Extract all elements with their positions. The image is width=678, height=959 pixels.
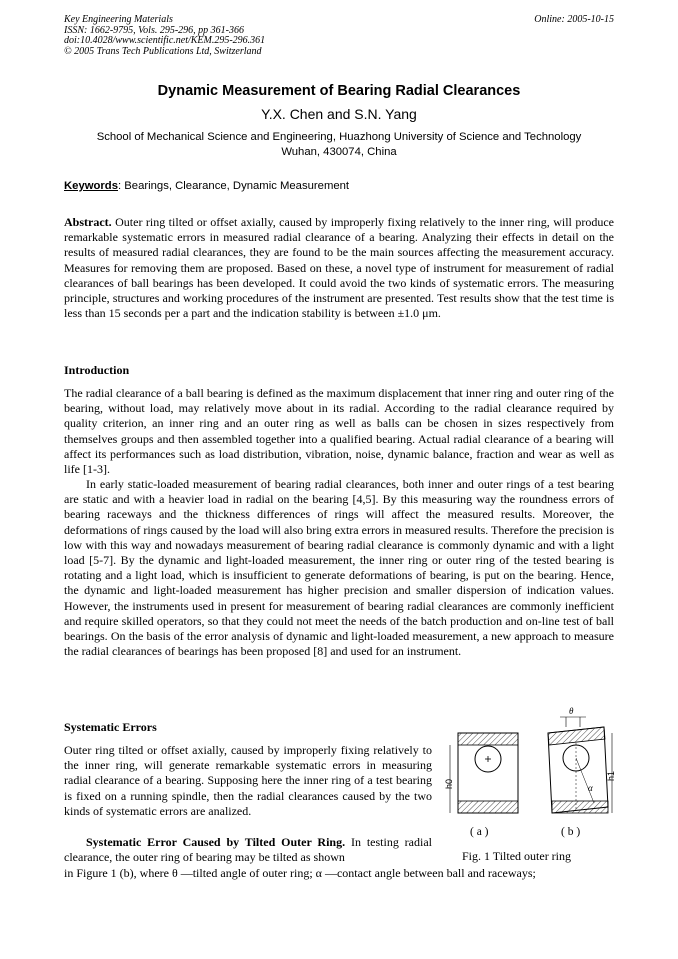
abstract — [64, 215, 614, 321]
affiliation-line-2: Wuhan, 430074, China — [281, 146, 397, 158]
introduction-heading: Introduction — [64, 363, 130, 377]
affiliation — [64, 130, 614, 160]
keywords — [64, 180, 614, 192]
figure-1 — [446, 703, 618, 863]
theta-label: θ — [569, 706, 574, 716]
tilted-ring-subheading: Systematic Error Caused by Tilted Outer Ring. — [86, 835, 346, 849]
affiliation-line-1: School of Mechanical Science and Engineering, Huazhong University of Science and Technology — [96, 131, 582, 143]
systematic-paragraph-2 — [64, 835, 432, 865]
tilted-ring-text: In testing radial clearance, the outer ring of bearing may be tilted as shown — [64, 835, 432, 865]
h1-label: h1 — [606, 770, 616, 781]
systematic-paragraph-2-continued: in Figure 1 (b), where θ —tilted angle of outer ring; α —contact angle between ball and raceways; — [64, 866, 536, 880]
systematic-paragraph-1: Outer ring tilted or offset axially, caused by improperly fixing relatively to the inner ring, will generate remarkable systematic errors in measuring radial clearance of a bearing. Supposing here the inner ring of a test bearing is fixed on a running spindle, then the radial clearances caused by the two kinds of systematic errors are analized. — [64, 743, 432, 818]
inner-ring-bottom-b — [552, 801, 608, 813]
intro-paragraph-2: In early static-loaded measurement of bearing radial clearances, both inner and outer rings of a test bearing are static and with a heavier load in radial on the bearing [4,5]. By this measuring way the roundness errors of bearing raceways and the thickness differences of rings will affect the measured results. Moreover, the deformations of rings caused by the load will also bring extra errors in measured results. Therefore the precision is low with this way and nowadays measurement of bearing radial clearance is commonly dynamic and with a light load [5-7]. By the dynamic and light-loaded measurement, the inner ring or outer ring of the tested bearing is rotating and a light load, which is insufficient to generate deformations of bearing, is put on the bearing. Hence, the dynamic and light-loaded measurement has higher precision and smaller dispersion of indication values. However, the instruments used in present for measurement of bearing radial clearances are commonly inefficient and require skilled operators, so that they could not meet the needs of the batch production and on-line test of ball bearings. On the basis of the error analysis of dynamic and light-loaded measurement, a new approach to measure the radial clearances of bearings has been proposed [8] and used for an instrument. — [64, 477, 614, 659]
abstract-text: Outer ring tilted or offset axially, caused by improperly fixing relatively to the inner ring, will produce remarkable systematic errors in measured radial clearance of a bearing. Analyzing their effects in detail on the results of measured radial clearances, they are found to be the main sources affecting the measurement accuracy. Measures for removing them are proposed. Based on these, a novel type of instrument for measurement of radial clearances of ball bearings has been developed. It could avoid the two kinds of systematic errors. The measuring principle, structures and working procedures of the instrument are presented. Test results show that the test time is less than 15 seconds per a part and the indication stability is between ±1.0 μm. — [64, 215, 614, 321]
doi-line: doi:10.4028/www.scientific.net/KEM.295-296.361 — [64, 35, 266, 47]
h0-label: h0 — [444, 778, 454, 789]
systematic-errors-heading: Systematic Errors — [64, 720, 157, 734]
alpha-label: α — [588, 783, 593, 793]
inner-ring-bottom-a — [458, 801, 518, 813]
intro-paragraph-1: The radial clearance of a ball bearing is defined as the maximum displacement that inner ring and outer ring of the bearing, without load, may relatively move about in its radial. According to the radial clearance required by quality criterion, an inner ring and an outer ring as well as balls can be chosen in sizes respectively from themselves groups and then assembled together into a qualified bearing. Actual radial clearance of a bearing will affect its performances such as load distribution, vibration, noise, dynamic balance, fraction and wear as well as life [1-3]. — [64, 386, 614, 477]
copyright-line: © 2005 Trans Tech Publications Ltd, Switzerland — [64, 45, 262, 57]
keywords-label: Keywords — [64, 180, 118, 192]
figure-caption: Fig. 1 Tilted outer ring — [462, 849, 572, 863]
online-date: Online: 2005-10-15 — [534, 14, 614, 25]
journal-header — [64, 15, 265, 57]
abstract-label: Abstract. — [64, 215, 112, 229]
outer-ring-top-a — [458, 733, 518, 745]
keywords-text: : Bearings, Clearance, Dynamic Measurement — [118, 180, 350, 192]
authors: Y.X. Chen and S.N. Yang — [261, 106, 417, 122]
figure-label-b: ( b ) — [561, 826, 581, 838]
bearing-diagram — [446, 703, 618, 863]
issn-line: ISSN: 1662-9795, Vols. 295-296, pp 361-366 — [64, 24, 244, 36]
journal-name: Key Engineering Materials — [64, 14, 173, 25]
figure-label-a: ( a ) — [470, 826, 489, 838]
paper-title: Dynamic Measurement of Bearing Radial Clearances — [157, 83, 521, 99]
